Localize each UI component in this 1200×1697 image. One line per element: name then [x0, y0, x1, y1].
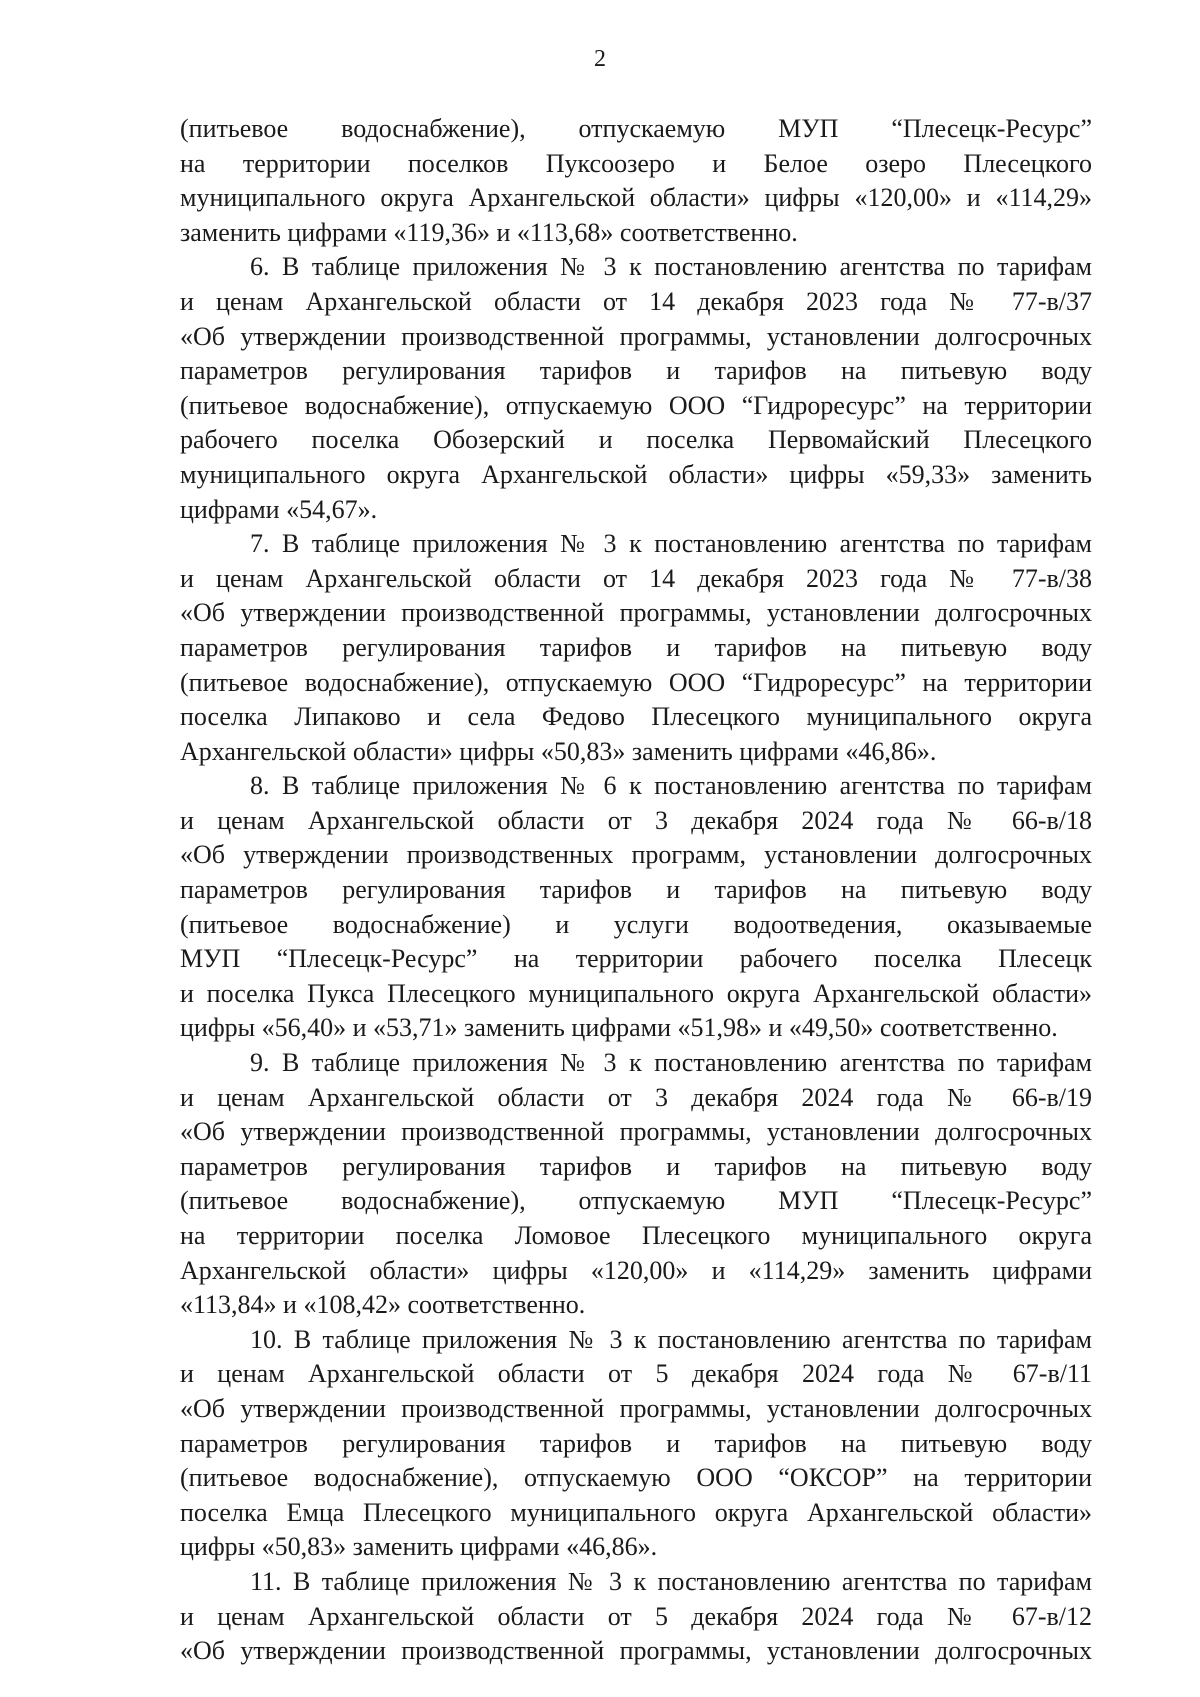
text-line: 11. В таблице приложения № 3 к постановлению агентства по тарифам [250, 1566, 1092, 1596]
text-line: «Об утверждении производственной программы, установлении долгосрочных [180, 1393, 1092, 1423]
text-line: Архангельской области» цифры «120,00» и «114,29» заменить цифрами [180, 1255, 1092, 1285]
text-line: 10. В таблице приложения № 3 к постановлению агентства по тарифам [250, 1324, 1092, 1354]
text-line: параметров регулирования тарифов и тарифов на питьевую воду [180, 356, 1092, 386]
text-line: и поселка Пукса Плесецкого муниципального округа Архангельской области» [180, 978, 1092, 1008]
text-line: заменить цифрами «119,36» и «113,68» соответственно. [180, 217, 798, 247]
text-line: и ценам Архангельской области от 3 декабря 2024 года № 66-в/19 [180, 1082, 1092, 1112]
text-line: муниципального округа Архангельской области» цифры «120,00» и «114,29» [180, 183, 1092, 213]
text-line: (питьевое водоснабжение), отпускаемую ООО “Гидроресурс” на территории [180, 667, 1092, 697]
text-line: цифрами «54,67». [180, 494, 378, 524]
text-line: (питьевое водоснабжение) и услуги водоотведения, оказываемые [180, 909, 1092, 939]
text-line: (питьевое водоснабжение), отпускаемую ООО “Гидроресурс” на территории [180, 390, 1092, 420]
text-line: рабочего поселка Обозерский и поселка Первомайский Плесецкого [180, 425, 1092, 455]
text-line: «113,84» и «108,42» соответственно. [180, 1290, 586, 1320]
paragraph-p8 [180, 769, 1092, 1046]
page-number: 2 [594, 46, 606, 72]
text-line: и ценам Архангельской области от 14 декабря 2023 года № 77-в/38 [180, 563, 1092, 593]
text-line: на территории поселка Ломовое Плесецкого муниципального округа [180, 1221, 1092, 1250]
paragraph-p6 [180, 250, 1092, 527]
text-line: параметров регулирования тарифов и тарифов на питьевую воду [180, 1151, 1092, 1181]
text-line: и ценам Архангельской области от 14 декабря 2023 года № 77-в/37 [180, 286, 1092, 316]
text-line: на территории поселков Пуксоозеро и Белое озеро Плесецкого [180, 148, 1092, 178]
text-line: Архангельской области» цифры «50,83» заменить цифрами «46,86». [180, 736, 937, 766]
text-line: 9. В таблице приложения № 3 к постановлению агентства по тарифам [250, 1048, 1092, 1078]
text-line: (питьевое водоснабжение), отпускаемую ООО “ОКСОР” на территории [180, 1463, 1092, 1493]
text-line: и ценам Архангельской области от 3 декабря 2024 года № 66-в/18 [180, 805, 1092, 835]
text-line: параметров регулирования тарифов и тарифов на питьевую воду [180, 875, 1092, 905]
text-line: поселка Липаково и села Федово Плесецкого муниципального округа [180, 702, 1092, 732]
text-line: поселка Емца Плесецкого муниципального округа Архангельской области» [180, 1497, 1092, 1527]
paragraph-p11-start [180, 1565, 1092, 1669]
text-line: параметров регулирования тарифов и тарифов на питьевую воду [180, 1428, 1092, 1458]
text-line: 7. В таблице приложения № 3 к постановлению агентства по тарифам [250, 529, 1092, 559]
text-line: цифры «56,40» и «53,71» заменить цифрами «51,98» и «49,50» соответственно. [180, 1013, 1058, 1043]
text-line: и ценам Архангельской области от 5 декабря 2024 года № 67-в/12 [180, 1601, 1092, 1631]
paragraph-p5-end [180, 112, 1092, 250]
text-line: «Об утверждении производственной программы, установлении долгосрочных [180, 321, 1092, 351]
text-line: «Об утверждении производственной программы, установлении долгосрочных [180, 1636, 1092, 1666]
text-line: «Об утверждении производственной программы, установлении долгосрочных [180, 1117, 1092, 1147]
document-body [180, 112, 1092, 1669]
text-line: (питьевое водоснабжение), отпускаемую МУП “Плесецк-Ресурс” [180, 114, 1092, 143]
text-line: и ценам Архангельской области от 5 декабря 2024 года № 67-в/11 [180, 1359, 1092, 1389]
text-line: «Об утверждении производственной программы, установлении долгосрочных [180, 598, 1092, 628]
text-line: параметров регулирования тарифов и тарифов на питьевую воду [180, 632, 1092, 662]
text-line: цифры «50,83» заменить цифрами «46,86». [180, 1532, 658, 1562]
text-line: «Об утверждении производственных программ, установлении долгосрочных [180, 840, 1092, 870]
text-line: муниципального округа Архангельской области» цифры «59,33» заменить [180, 459, 1092, 489]
text-line: МУП “Плесецк-Ресурс” на территории рабочего поселка Плесецк [180, 944, 1092, 974]
text-line: (питьевое водоснабжение), отпускаемую МУП “Плесецк-Ресурс” [180, 1186, 1092, 1216]
paragraph-p10 [180, 1323, 1092, 1565]
paragraph-p7 [180, 527, 1092, 769]
paragraph-p9 [180, 1046, 1092, 1323]
text-line: 6. В таблице приложения № 3 к постановлению агентства по тарифам [250, 252, 1092, 282]
text-line: 8. В таблице приложения № 6 к постановлению агентства по тарифам [250, 771, 1092, 801]
